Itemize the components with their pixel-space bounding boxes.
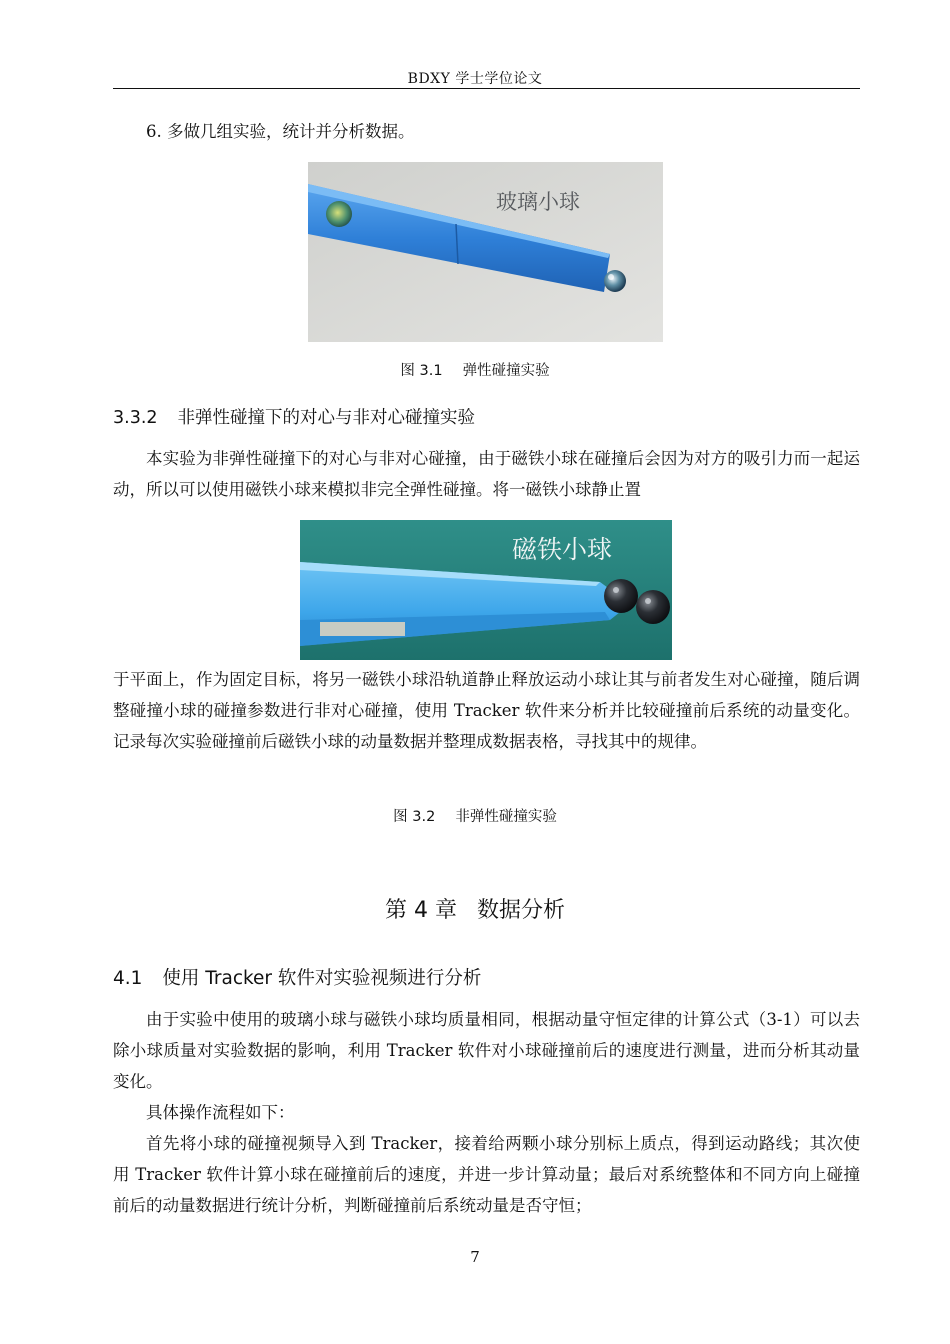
glass-ball-label: 玻璃小球: [496, 190, 580, 214]
figure-3-1-title: 弹性碰撞实验: [462, 363, 550, 379]
page-number: 7: [470, 1248, 480, 1266]
header-rule: [113, 88, 860, 89]
chapter-4-number: 第 4 章: [385, 898, 457, 923]
figure-3-2-caption: [0, 805, 950, 826]
section-4-1-paragraph-3: 首先将小球的碰撞视频导入到 Tracker，接着给两颗小球分别标上质点，得到运动路线；其次使用 Tracker 软件计算小球在碰撞前后的速度，并进一步计算动量；最后对系统整体和不同方向上碰撞前后的动量数据进行统计分析，判断碰撞前后系统动量是否守恒；: [113, 1134, 860, 1215]
section-3-3-2-heading: [113, 404, 475, 429]
magnetic-ball-label: 磁铁小球: [512, 535, 613, 564]
figure-3-1-caption: [0, 359, 950, 380]
chapter-4-title: 数据分析: [476, 898, 565, 923]
section-4-1-number: 4.1: [113, 968, 143, 989]
section-3-3-2-paragraph-2: 于平面上，作为固定目标，将另一磁铁小球沿轨道静止释放运动小球让其与前者发生对心碰撞，随后调整碰撞小球的碰撞参数进行非对心碰撞，使用 Tracker 软件来分析并比较碰撞前后系统的动量变化。记录每次实验碰撞前后磁铁小球的动量数据并整理成数据表格，寻找其中的规律。: [113, 670, 860, 751]
figure-3-2-title: 非弹性碰撞实验: [455, 809, 557, 825]
section-4-1-heading: [113, 964, 481, 990]
section-4-1-title: 使用 Tracker 软件对实验视频进行分析: [162, 968, 482, 989]
running-header: BDXY 学士学位论文: [407, 71, 543, 87]
step-6-text: 6. 多做几组实验，统计并分析数据。: [146, 122, 415, 141]
section-4-1-paragraph-2: 具体操作流程如下：: [146, 1103, 295, 1122]
magnetic-ball-photo: [300, 520, 672, 660]
figure-3-1-number: 图 3.1: [400, 363, 443, 379]
section-3-3-2-paragraph-1: 本实验为非弹性碰撞下的对心与非对心碰撞，由于磁铁小球在碰撞后会因为对方的吸引力而一起运动，所以可以使用磁铁小球来模拟非完全弹性碰撞。将一磁铁小球静止置: [113, 449, 860, 499]
chapter-4-heading: [0, 893, 950, 924]
figure-3-2-number: 图 3.2: [393, 809, 436, 825]
section-3-3-2-number: 3.3.2: [113, 408, 158, 428]
section-4-1-paragraph-1: 由于实验中使用的玻璃小球与磁铁小球均质量相同，根据动量守恒定律的计算公式（3-1）可以去除小球质量对实验数据的影响，利用 Tracker 软件对小球碰撞前后的速度进行测量，进而分析其动量变化。: [113, 1010, 860, 1091]
section-3-3-2-title: 非弹性碰撞下的对心与非对心碰撞实验: [177, 408, 476, 428]
glass-ball-photo: [308, 162, 663, 342]
